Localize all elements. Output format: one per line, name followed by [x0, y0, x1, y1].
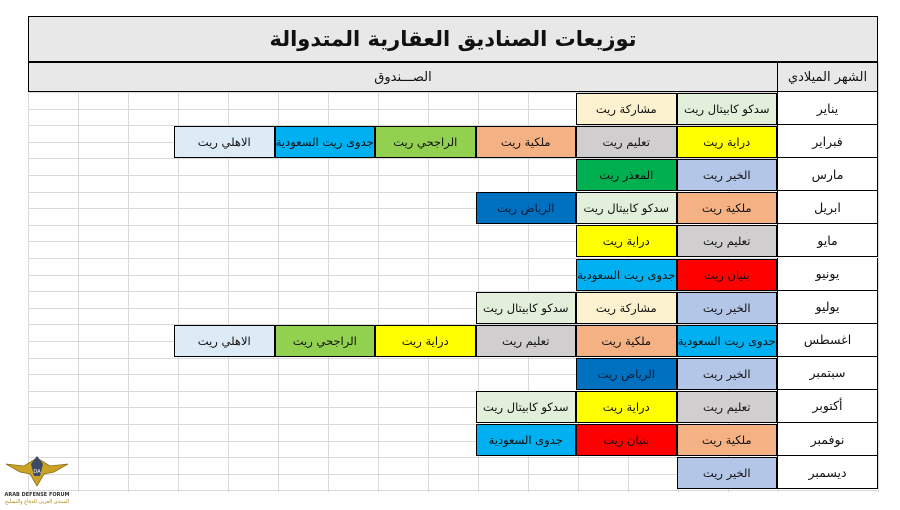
- eagle-emblem-icon: [2, 452, 72, 492]
- fund-cell: تعليم ريت: [677, 225, 778, 257]
- fund-cell: تعليم ريت: [476, 325, 577, 357]
- fund-cell: جدوى ريت السعودية: [275, 126, 376, 158]
- fund-cell: ملكية ريت: [476, 126, 577, 158]
- fund-header: الصـــندوق: [28, 62, 778, 92]
- svg-text:DA: DA: [33, 469, 41, 475]
- grid-row-line: [28, 490, 878, 491]
- fund-cell: الرياض ريت: [576, 358, 677, 390]
- month-cell: ديسمبر: [777, 456, 878, 489]
- fund-cell: ملكية ريت: [576, 325, 677, 357]
- fund-cell: الراجحي ريت: [375, 126, 476, 158]
- month-cell: مايو: [777, 224, 878, 257]
- fund-cell: تعليم ريت: [576, 126, 677, 158]
- fund-cell: الاهلي ريت: [174, 126, 275, 158]
- month-cell: ابريل: [777, 191, 878, 224]
- fund-cell: الراجحي ريت: [275, 325, 376, 357]
- month-cell: يناير: [777, 92, 878, 125]
- fund-cell: دراية ريت: [576, 225, 677, 257]
- grid-column-line: [78, 62, 79, 492]
- fund-cell: دراية ريت: [375, 325, 476, 357]
- logo-text-ar: المنتدى العربي للدفاع والتسليح: [4, 499, 70, 505]
- month-cell: سبتمبر: [777, 357, 878, 390]
- fund-cell: سدكو كابيتال ريت: [476, 391, 577, 423]
- fund-cell: الرياض ريت: [476, 192, 577, 224]
- fund-cell: سدكو كابيتال ريت: [677, 93, 778, 125]
- month-header: الشهر الميلادي: [777, 62, 878, 92]
- fund-cell: جدوى ريت السعودية: [677, 325, 778, 357]
- fund-cell: المعذر ريت: [576, 159, 677, 191]
- month-cell: يوليو: [777, 291, 878, 324]
- fund-cell: بنيان ريت: [576, 424, 677, 456]
- fund-cell: دراية ريت: [677, 126, 778, 158]
- fund-cell: بنيان ريت: [677, 259, 778, 291]
- grid-column-line: [878, 62, 879, 492]
- forum-logo: [2, 452, 72, 508]
- month-cell: اغسطس: [777, 324, 878, 357]
- fund-cell: ملكية ريت: [677, 424, 778, 456]
- page-title: توزيعات الصناديق العقارية المتدوالة: [28, 16, 878, 62]
- fund-cell: جدوى السعودية: [476, 424, 577, 456]
- logo-text-en: ARAB DEFENSE FORUM: [4, 492, 70, 498]
- fund-cell: سدكو كابيتال ريت: [576, 192, 677, 224]
- fund-cell: سدكو كابيتال ريت: [476, 292, 577, 324]
- grid-column-line: [128, 62, 129, 492]
- month-cell: يونيو: [777, 258, 878, 291]
- month-cell: مارس: [777, 158, 878, 191]
- month-cell: فبراير: [777, 125, 878, 158]
- fund-cell: الخير ريت: [677, 292, 778, 324]
- fund-cell: دراية ريت: [576, 391, 677, 423]
- fund-cell: جدوى ريت السعودية: [576, 259, 677, 291]
- fund-cell: الخير ريت: [677, 457, 778, 489]
- fund-cell: الخير ريت: [677, 358, 778, 390]
- month-cell: نوفمبر: [777, 423, 878, 456]
- fund-cell: ملكية ريت: [677, 192, 778, 224]
- fund-cell: تعليم ريت: [677, 391, 778, 423]
- fund-cell: مشاركة ريت: [576, 93, 677, 125]
- grid-column-line: [28, 62, 29, 492]
- fund-cell: الخير ريت: [677, 159, 778, 191]
- fund-cell: الاهلي ريت: [174, 325, 275, 357]
- fund-cell: مشاركة ريت: [576, 292, 677, 324]
- month-cell: أكتوبر: [777, 390, 878, 423]
